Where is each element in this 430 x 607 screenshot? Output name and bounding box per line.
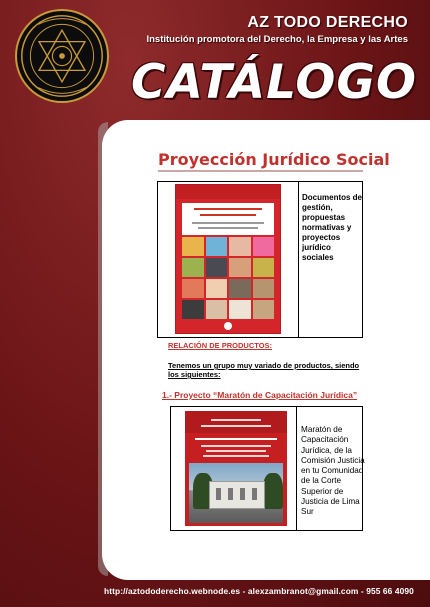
- brand-subtitle: Institución promotora del Derecho, la Empresa y las Artes: [146, 34, 408, 45]
- building-column: [216, 488, 221, 500]
- portrait-tile: [253, 279, 275, 298]
- portrait-tile: [253, 258, 275, 277]
- poster-text-line: [203, 455, 269, 457]
- poster-building: [209, 481, 265, 509]
- institution-logo: [15, 9, 109, 103]
- brand-block: [146, 14, 408, 45]
- cover-title-line: [192, 222, 264, 224]
- event-poster-image: [185, 411, 287, 526]
- cover-title-line: [198, 227, 258, 229]
- project-title: Proyecto “Maratón de Capacitación Jurídica”: [174, 390, 358, 400]
- portrait-tile: [206, 258, 228, 277]
- portrait-tile: [206, 300, 228, 319]
- portrait-tile: [229, 279, 251, 298]
- portrait-tile: [182, 300, 204, 319]
- building-column: [228, 488, 233, 500]
- poster-text-line: [206, 450, 266, 452]
- project-number: 1.-: [162, 390, 175, 400]
- poster-text-line: [201, 445, 271, 447]
- portrait-tile: [253, 300, 275, 319]
- building-column: [240, 488, 245, 500]
- table-divider: [296, 407, 297, 530]
- cover-portrait-grid: [182, 237, 274, 319]
- product-1-description: Documentos de gestión, propuestas normativas y proyectos jurídico sociales: [302, 193, 363, 262]
- catalog-title: CATÁLOGO: [131, 55, 417, 110]
- product-2-description: Maratón de Capacitación Jurídica, de la Comisión Justicia en tu Comunidad de la Corte Superior de Justicia de Lima Sur: [301, 425, 365, 517]
- brand-title: AZ TODO DERECHO: [247, 14, 408, 31]
- relation-heading: RELACIÓN DE PRODUCTOS:: [168, 341, 273, 350]
- portrait-tile: [206, 237, 228, 256]
- poster-header: [185, 411, 287, 433]
- relation-intro: Tenemos un grupo muy variado de productos, siendo los siguientes:: [168, 361, 360, 379]
- portrait-tile: [182, 258, 204, 277]
- section-title: Proyección Jurídico Social: [158, 150, 390, 169]
- poster-text-line: [195, 438, 277, 440]
- portrait-tile: [253, 237, 275, 256]
- poster-tree: [263, 473, 283, 509]
- poster-text-line: [211, 419, 261, 421]
- poster-text-line: [201, 425, 271, 427]
- book-cover-image: [176, 185, 280, 333]
- portrait-tile: [229, 258, 251, 277]
- cover-title-line: [194, 208, 262, 210]
- portrait-tile: [229, 300, 251, 319]
- project-heading: [162, 390, 357, 400]
- portrait-tile: [206, 279, 228, 298]
- footer-contact: http://aztododerecho.webnode.es - alexzambranot@gmail.com - 955 66 4090: [104, 586, 414, 596]
- table-divider: [298, 182, 299, 337]
- portrait-tile: [182, 279, 204, 298]
- section-title-rule: [158, 170, 363, 172]
- cover-title-band: [182, 203, 274, 235]
- cover-seal-icon: [224, 322, 232, 330]
- cover-title-line: [200, 214, 256, 216]
- portrait-tile: [182, 237, 204, 256]
- seal-emblem-icon: [17, 11, 107, 101]
- building-column: [252, 488, 257, 500]
- cover-top-stripe: [176, 185, 280, 199]
- portrait-tile: [229, 237, 251, 256]
